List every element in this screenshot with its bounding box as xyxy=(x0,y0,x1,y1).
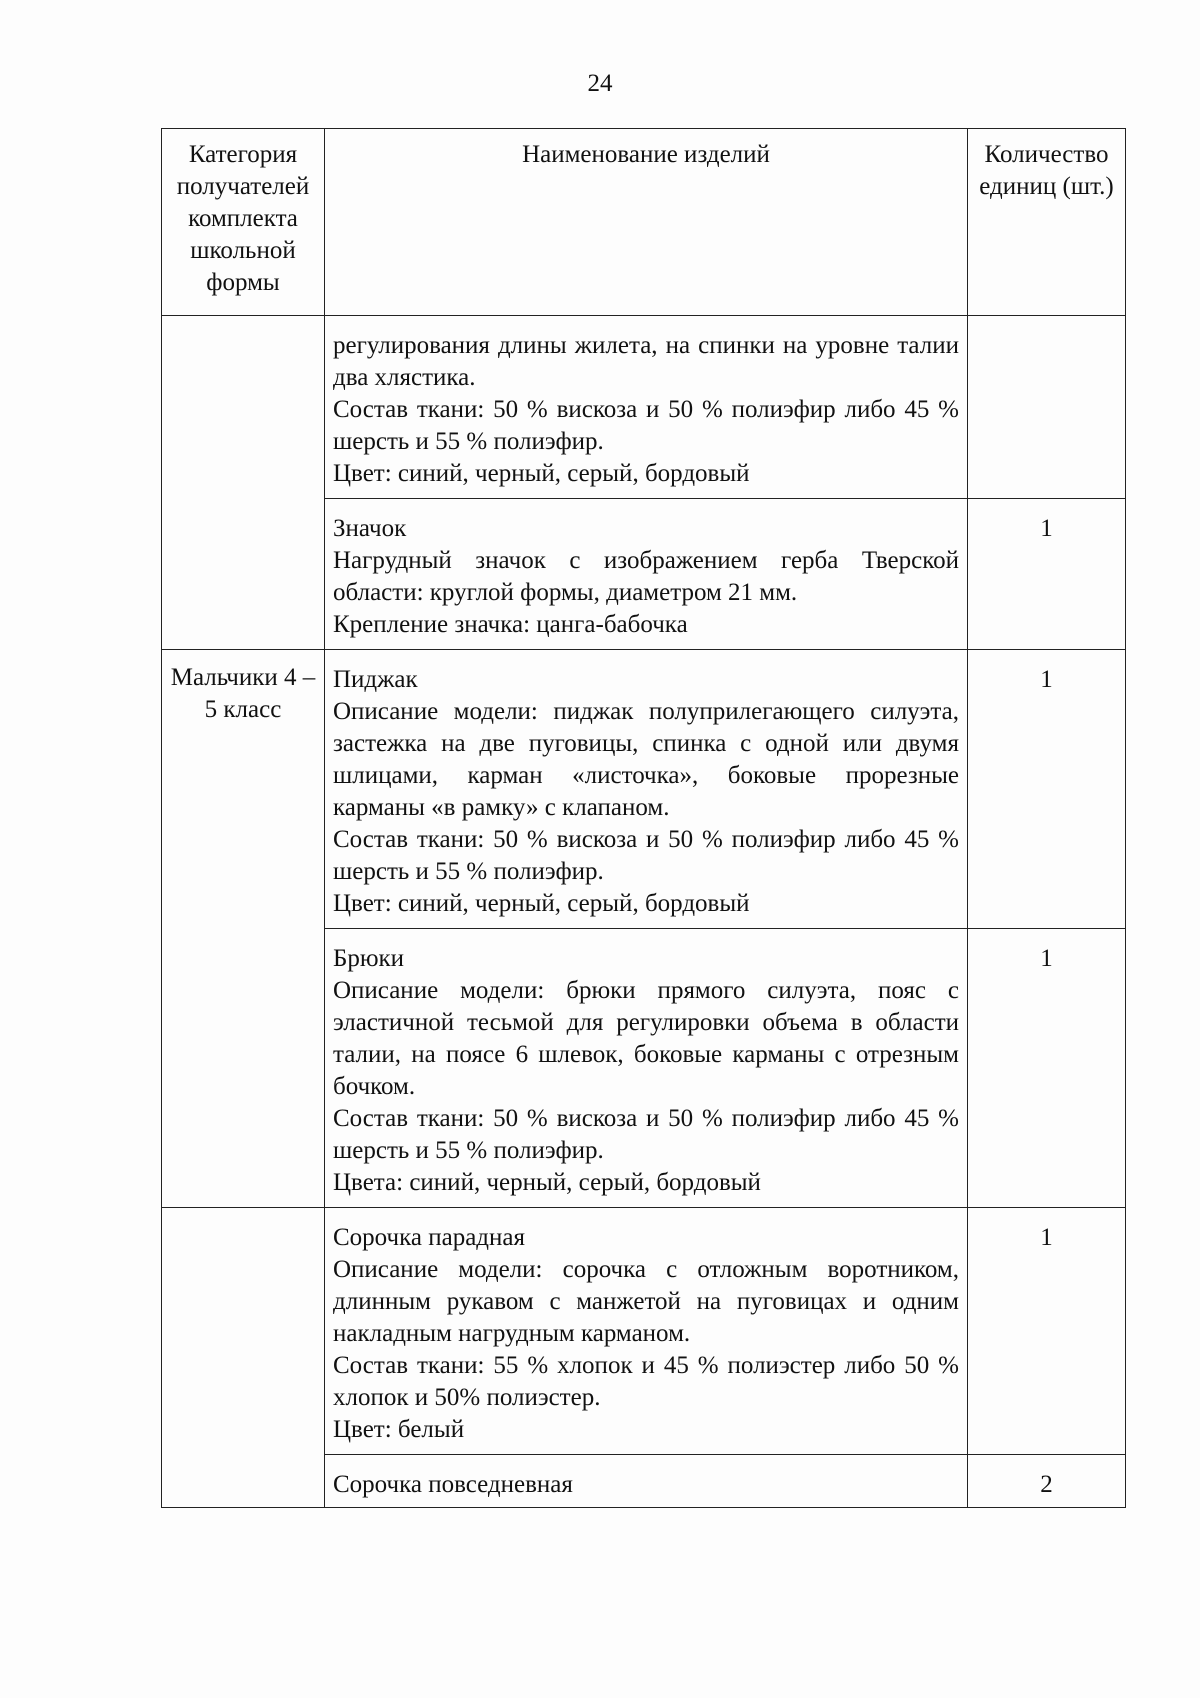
page-number: 24 xyxy=(587,70,613,97)
description-line: Описание модели: пиджак полуприлегающего силуэта, застежка на две пуговицы, спинка с одной или двумя шлицами, карман «листочка», боковые прорезные карманы «в рамку» с клапаном. xyxy=(333,698,959,821)
item-description-cell xyxy=(325,499,968,650)
description-line: Состав ткани: 50 % вискоза и 50 % полиэфир либо 45 % шерсть и 55 % полиэфир. xyxy=(333,1105,959,1164)
table-header-row xyxy=(162,129,1126,316)
item-description-cell xyxy=(325,1208,968,1455)
category-cell: Мальчики 4 – 5 класс xyxy=(162,650,325,1208)
item-title: Сорочка повседневная xyxy=(333,1471,573,1498)
header-item-name: Наименование изделий xyxy=(325,129,968,316)
item-description-cell xyxy=(325,650,968,929)
table-row xyxy=(162,650,1126,929)
description-line: Нагрудный значок с изображением герба Тверской области: круглой формы, диаметром 21 мм. xyxy=(333,547,959,606)
uniform-items-table xyxy=(161,128,1126,1508)
header-quantity: Количество единиц (шт.) xyxy=(968,129,1126,316)
description-line: Описание модели: сорочка с отложным воротником, длинным рукавом с манжетой на пуговицах и одним накладным нагрудным карманом. xyxy=(333,1256,959,1347)
item-title: Пиджак xyxy=(333,666,418,693)
quantity-cell: 1 xyxy=(968,929,1126,1208)
category-cell xyxy=(162,1208,325,1508)
table-row xyxy=(162,1208,1126,1455)
item-title: Значок xyxy=(333,515,407,542)
table-row xyxy=(162,316,1126,499)
item-title: Сорочка парадная xyxy=(333,1224,525,1251)
quantity-cell: 1 xyxy=(968,1208,1126,1455)
category-cell xyxy=(162,316,325,650)
description-line: Состав ткани: 50 % вискоза и 50 % полиэфир либо 45 % шерсть и 55 % полиэфир. xyxy=(333,396,959,455)
description-line: регулирования длины жилета, на спинки на уровне талии два хлястика. xyxy=(333,332,959,391)
description-line: Цвет: синий, черный, серый, бордовый xyxy=(333,460,750,487)
description-line: Описание модели: брюки прямого силуэта, пояс с эластичной тесьмой для регулировки объема в области талии, на поясе 6 шлевок, боковые карманы с отрезным бочком. xyxy=(333,977,959,1100)
item-title: Брюки xyxy=(333,945,405,972)
header-category: Категория получателей комплекта школьной формы xyxy=(162,129,325,316)
item-description-cell xyxy=(325,316,968,499)
quantity-cell: 1 xyxy=(968,499,1126,650)
description-line: Крепление значка: цанга-бабочка xyxy=(333,611,688,638)
quantity-cell xyxy=(968,316,1126,499)
description-line: Цвет: синий, черный, серый, бордовый xyxy=(333,890,750,917)
description-line: Состав ткани: 55 % хлопок и 45 % полиэстер либо 50 % хлопок и 50% полиэстер. xyxy=(333,1352,959,1411)
description-line: Цвет: белый xyxy=(333,1416,465,1443)
quantity-cell: 1 xyxy=(968,650,1126,929)
quantity-cell: 2 xyxy=(968,1455,1126,1508)
description-line: Состав ткани: 50 % вискоза и 50 % полиэфир либо 45 % шерсть и 55 % полиэфир. xyxy=(333,826,959,885)
item-description-cell xyxy=(325,929,968,1208)
description-line: Цвета: синий, черный, серый, бордовый xyxy=(333,1169,761,1196)
item-description-cell xyxy=(325,1455,968,1508)
